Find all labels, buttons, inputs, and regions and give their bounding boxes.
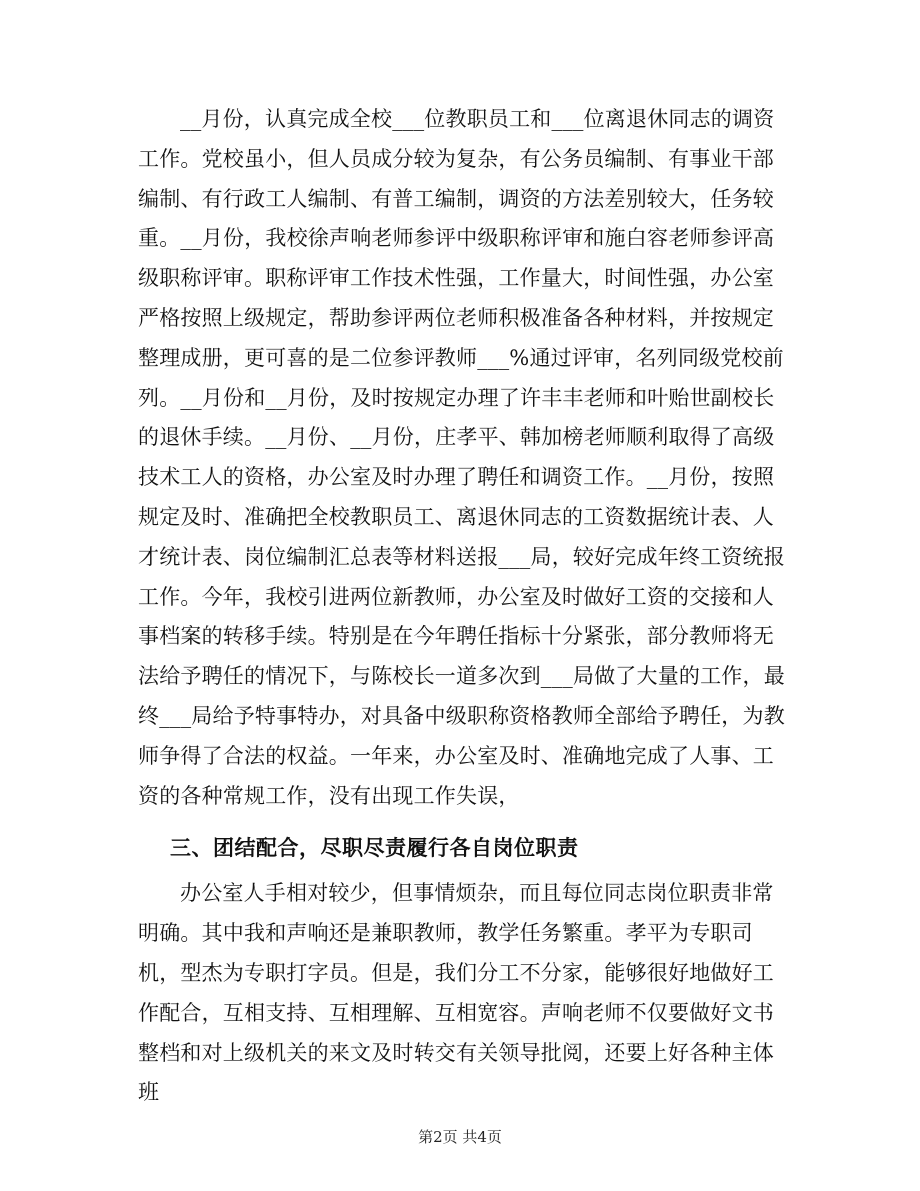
page-number-footer: 第2页 共4页 bbox=[418, 1128, 502, 1146]
document-body bbox=[138, 100, 790, 1113]
paragraph-personnel-work: __月份，认真完成全校___位教职员工和___位离退休同志的调资工作。党校虽小，但人员成分较为复杂，有公务员编制、有事业干部编制、有行政工人编制、有普工编制，调资的方法差别较大，任务较重。__月份，我校徐声响老师参评中级职称评审和施白容老师参评高级职称评审。职称评审工作技术性强，工作量大，时间性强，办公室严格按照上级规定，帮助参评两位老师积极准备各种材料，并按规定整理成册，更可喜的是二位参评教师___%通过评审，名列同级党校前列。__月份和__月份，及时按规定办理了许丰丰老师和叶贻世副校长的退休手续。__月份、__月份，庄孝平、韩加榜老师顺利取得了高级技术工人的资格，办公室及时办理了聘任和调资工作。__月份，按照规定及时、准确把全校教职员工、离退休同志的工资数据统计表、人才统计表、岗位编制汇总表等材料送报___局，较好完成年终工资统报工作。今年，我校引进两位新教师，办公室及时做好工资的交接和人事档案的转移手续。特别是在今年聘任指标十分紧张，部分教师将无法给予聘任的情况下，与陈校长一道多次到___局做了大量的工作，最终___局给予特事特办，对具备中级职称资格教师全部给予聘任，为教师争得了合法的权益。一年来，办公室及时、准确地完成了人事、工资的各种常规工作，没有出现工作失误， bbox=[138, 107, 785, 808]
section-heading-teamwork: 三、团结配合，尽职尽责履行各自岗位职责 bbox=[170, 836, 579, 861]
paragraph-office-duties: 办公室人手相对较少，但事情烦杂，而且每位同志岗位职责非常明确。其中我和声响还是兼职教师，教学任务繁重。孝平为专职司机，型杰为专职打字员。但是，我们分工不分家，能够很好地做好工作配合，互相支持、互相理解、互相宽容。声响老师不仅要做好文书整档和对上级机关的来文及时转交有关领导批阅，还要上好各种主体班 bbox=[138, 881, 774, 1105]
